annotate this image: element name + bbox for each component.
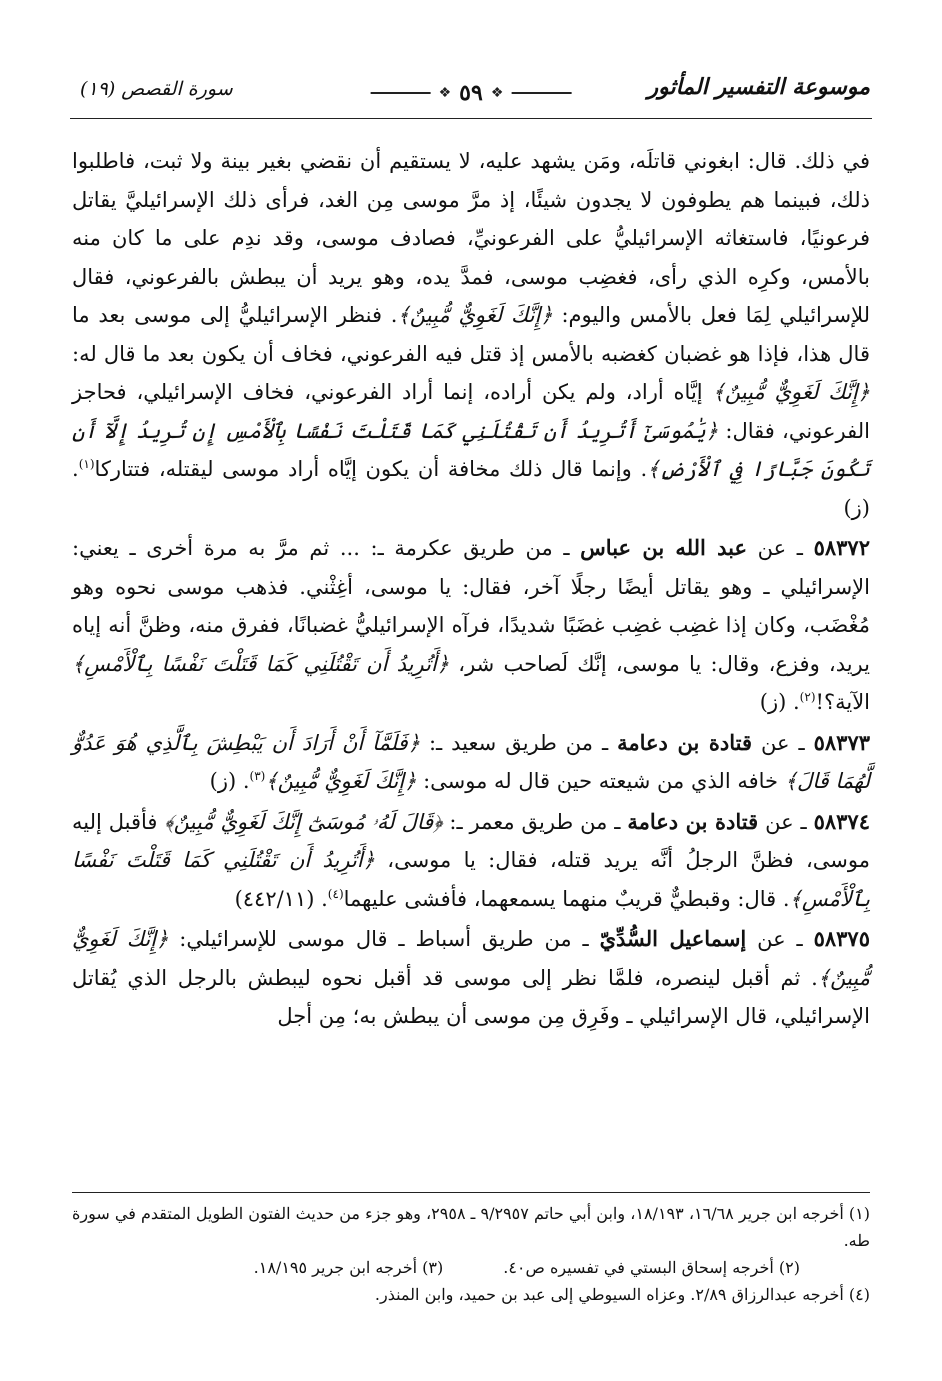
- text-run: الآية؟!: [815, 690, 870, 714]
- quran-quote: ﴿قَالَ لَهُۥ مُوسَىٰٓ إِنَّكَ لَغَوِيٌّ مُّبِينٌ﴾: [164, 809, 443, 834]
- paragraph: [72, 920, 870, 1036]
- footnote-row: [72, 1254, 870, 1281]
- footnote-1: (١) أخرجه ابن جرير ١٦/٦٨، ١٨/١٩٣، وابن أبي حاتم ٩/٢٩٥٧ ـ ٢٩٥٨، وهو جزء من حديث الفتون الطويل المتقدم في سورة طه.: [72, 1204, 871, 1250]
- quran-quote: ﴿أَتُرِيدُ أَن تَقْتُلَنِي كَمَا قَتَلْتَ نَفْسًا بِٱلْأَمْسِ﴾: [72, 651, 450, 676]
- bold-text: ٥٨٣٧٤: [813, 808, 870, 834]
- bold-text: عبد الله بن عباس: [580, 535, 748, 560]
- bold-text: ٥٨٣٧٢: [813, 535, 870, 560]
- footnote-ref: (٤): [327, 886, 344, 901]
- text-run: ـ عن: [758, 809, 814, 834]
- surah-label: سورة القصص (١٩): [80, 78, 233, 100]
- bold-text: قتادة بن دعامة: [627, 808, 759, 834]
- bold-text: ٥٨٣٧٥: [813, 926, 870, 951]
- paragraph: [72, 724, 870, 801]
- bold-text: إسماعيل السُّدِّيّ: [599, 926, 747, 951]
- bold-text: قتادة بن دعامة: [617, 729, 753, 755]
- footnote-rule: [72, 1192, 870, 1193]
- footnote-ref: (٢): [799, 690, 816, 704]
- quran-quote: ﴿إِنَّكَ لَغَوِيٌّ مُّبِينٌ﴾: [712, 380, 870, 404]
- book-title: موسوعة التفسير المأثور: [647, 74, 870, 100]
- text-run: ـ عن: [752, 730, 814, 755]
- footnote-2: (٢) أخرجه إسحاق البستي في تفسيره ص٤٠.: [503, 1258, 800, 1277]
- quran-quote: ﴿فَلَمَّآ أَنْ أَرَادَ أَن يَبْطِشَ بِٱلَّذِي هُوَ عَدُوٌّ لَّهُمَا قَالَ﴾: [72, 730, 870, 793]
- text-run: . (ز): [209, 769, 250, 793]
- main-text: [72, 142, 870, 1036]
- text-run: فأقبل إليه موسى، فظنَّ الرجلُ أنَّه يريد قتله، فقال: يا موسى،: [72, 809, 870, 872]
- text-run: ـ من طريق معمر ـ:: [442, 809, 628, 834]
- ornament-line: [371, 92, 431, 94]
- paragraph: [72, 142, 870, 527]
- paragraph: [72, 529, 870, 722]
- quran-quote: ﴿إِنَّكَ لَغَوِيٌّ مُّبِينٌ﴾: [265, 769, 417, 793]
- text-run: ـ من طريق سعيد ـ:: [420, 730, 618, 755]
- text-run: إيَّاه أراد، ولم يكن أراده، إنما أراد الفرعوني، فخاف الإسرائيلي، فحاجز الفرعوني، فقال:: [72, 380, 870, 443]
- text-run: ـ عن: [747, 536, 814, 560]
- text-run: خافه الذي من شيعته حين قال له موسى:: [416, 769, 785, 793]
- footnotes: [72, 1200, 870, 1308]
- footnote-ref: (٣): [249, 769, 266, 783]
- text-run: . قال: وقبطيٌّ قريبٌ منهما يسمعهما، فأفشى عليهما: [343, 886, 790, 911]
- ornament-icon: ❖: [490, 85, 504, 101]
- text-run: . (ز): [72, 457, 870, 520]
- text-run: ـ من طريق عكرمة ـ: ... ثم مرَّ به مرة أخرى ـ يعني: الإسرائيلي ـ وهو يقاتل أيضًا رجلًا آخر، فقال: يا موسى، أغِثْني. فذهب موسى نحوه وهو مُغْضَب، وكان إذا غضِب غضِب غضَبًا شديدًا، فرآه الإسرائيليُّ غضبانًا، ففرق منه، وظنَّ أنه إياه يريد، وفزع، وقال: يا موسى، إنَّك لَصاحب شر،: [72, 536, 870, 676]
- footnote-3: (٣) أخرجه ابن جرير ١٨/١٩٥.: [253, 1258, 444, 1277]
- quran-quote: ﴿يَٰمُوسَىٰٓ أَتُرِيدُ أَن تَقْتُلَنِي كَمَا قَتَلْتَ نَفْسًا بِٱلْأَمْسِ إِن تُرِيدُ إِلَّآ أَن تَكُونَ جَبَّارًا فِي ٱلْأَرْضِ﴾: [72, 418, 870, 481]
- ornament-icon: ❖: [438, 85, 452, 101]
- page-number-block: [371, 80, 572, 106]
- quran-quote: ﴿أَتُرِيدُ أَن تَقْتُلَنِي كَمَا قَتَلْتَ نَفْسًا بِٱلْأَمْسِ﴾: [72, 848, 870, 911]
- text-run: ـ عن: [746, 927, 814, 951]
- footnote-4: (٤) أخرجه عبدالرزاق ٢/٨٩. وعزاه السيوطي إلى عبد بن حميد، وابن المنذر.: [374, 1285, 870, 1304]
- paragraph: [72, 803, 870, 919]
- page-number: ٥٩: [459, 80, 483, 106]
- text-run: . (٤٤٢/١١): [234, 886, 328, 911]
- header-rule: [70, 118, 872, 119]
- ornament-line: [511, 92, 571, 94]
- bold-text: ٥٨٣٧٣: [813, 729, 871, 755]
- text-run: . فنظر الإسرائيليُّ إلى موسى بعد ما قال هذا، فإذا هو غضبان كغضبه بالأمس إذ قتل فيه الفرعوني، فخاف أن يكون بعد ما قال له:: [72, 303, 870, 366]
- text-run: في ذلك. قال: ابغوني قاتلَه، ومَن يشهد عليه، لا يستقيم أن نقضي بغير بينة ولا ثبت، فاطلبوا ذلك، فبينما هم يطوفون لا يجدون شيئًا، إذ مرَّ موسى مِن الغد، فرأى ذلك الإسرائيليَّ يقاتل فرعونيًا، فاستغاثه الإسرائيليُّ على الفرعونيِّ، فصادف موسى، وقد ندِم على ما كان منه بالأمس، وكرِه الذي رأى، فغضِب موسى، فمدَّ يده، وهو يريد أن يبطش بالفرعوني، فقال للإسرائيلي لِمَا فعل بالأمس واليوم:: [72, 149, 870, 327]
- page-header: [70, 70, 872, 118]
- quran-quote: ﴿إِنَّكَ لَغَوِيٌّ مُّبِينٌ﴾: [72, 927, 870, 990]
- text-run: . وإنما قال ذلك مخافة أن يكون إيَّاه أراد موسى ليقتله، فتتاركا: [94, 457, 648, 481]
- text-run: . ثم أقبل لينصره، فلمَّا نظر إلى موسى قد أقبل نحوه ليبطش بالرجل الذي يُقاتل الإسرائيلي، قال الإسرائيلي ـ وفَرِق مِن موسى أن يبطش به؛ مِن أجل: [72, 965, 870, 1028]
- text-run: . (ز): [759, 690, 800, 714]
- text-run: ـ من طريق أسباط ـ قال موسى للإسرائيلي:: [168, 927, 600, 951]
- footnote-ref: (١): [78, 457, 95, 471]
- quran-quote: ﴿إِنَّكَ لَغَوِيٌّ مُّبِينٌ﴾: [397, 303, 553, 327]
